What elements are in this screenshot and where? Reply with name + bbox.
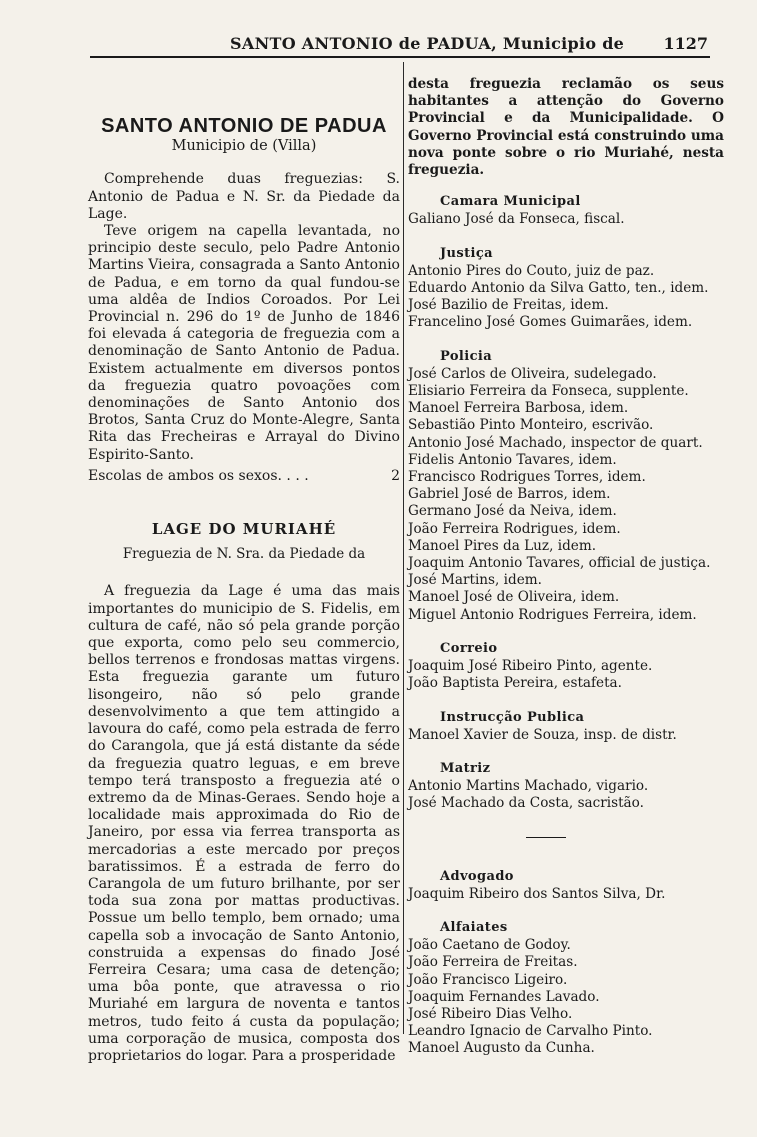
left-column — [88, 60, 400, 1065]
directory-entry: Leandro Ignacio de Carvalho Pinto. — [408, 1023, 653, 1040]
subsection-title: LAGE DO MURIAHÉ — [151, 520, 337, 539]
directory-entry: Joaquim Ribeiro dos Santos Silva, Dr. — [408, 885, 666, 902]
schools-count: 2 — [391, 467, 400, 484]
intro-paragraph: Comprehende duas freguezias: S. Antonio de Padua e N. Sr. da Piedade da Lage. — [88, 171, 400, 222]
schools-line — [88, 468, 400, 485]
schools-label: Escolas de ambos os sexos. . . . — [88, 467, 309, 484]
directory-entry: João Ferreira Rodrigues, idem. — [408, 520, 621, 537]
directory-entry: Manoel Ferreira Barbosa, idem. — [408, 400, 629, 417]
running-title: SANTO ANTONIO de PADUA, Municipio de — [230, 34, 625, 53]
page-number: 1127 — [663, 34, 708, 53]
directory-entry: João Ferreira de Freitas. — [408, 954, 578, 971]
running-header — [90, 30, 710, 58]
directory-entry: Francelino José Gomes Guimarães, idem. — [408, 314, 693, 331]
category-heading: Instrucção Publica — [440, 709, 585, 725]
directory-entry: Antonio Pires do Couto, juiz de paz. — [408, 262, 655, 279]
category-heading: Camara Municipal — [440, 194, 581, 210]
officials-directory — [408, 193, 724, 812]
directory-entry: José Carlos de Oliveira, sudelegado. — [408, 365, 657, 382]
directory-entry: Manoel Xavier de Souza, insp. de distr. — [408, 726, 677, 743]
directory-entry: Antonio José Machado, inspector de quart. — [408, 434, 703, 451]
directory-entry: José Bazilio de Freitas, idem. — [408, 297, 609, 314]
category-heading: Matriz — [440, 760, 491, 776]
directory-entry: Joaquim Fernandes Lavado. — [408, 988, 600, 1005]
lage-paragraph: A freguezia da Lage é uma das mais importantes do municipio de S. Fidelis, em cultura de café, não só pela grande porção que exporta, como pelo seu commercio, bellos terrenos e frondosas mattas virgens. Esta freguezia garante um futuro lisongeiro, não só pelo grande desenvolvimento a que tem attingido a lavoura do café, como pela estrada de ferro do Carangola, que já está distante da séde da freguezia quatro leguas, e em breve tempo terá transposto a freguezia até o extremo da de Minas-Geraes. Sendo hoje a localidade mais approximada do Rio de Janeiro, por essa via ferrea transporta as mercadorias a este mercado por preços baratissimos. É a estrada de ferro do Carangola de um futuro brilhante, por ser toda sua zona por mattas productivas. Possue um bello templo, bem ornado; uma capella sob a invocação de Santo Antonio, construida a expensas do finado José Ferreira Cesara; uma casa de detenção; uma bôa ponte, que atravessa o rio Muriahé em largura de noventa e tantos metros, tudo feito á custa da população; uma corporação de musica, composta dos proprietarios do logar. Para a prosperidade — [88, 583, 400, 1064]
category-heading: Justiça — [440, 245, 494, 261]
directory-entry: Francisco Rodrigues Torres, idem. — [408, 469, 646, 486]
directory-entry: José Ribeiro Dias Velho. — [408, 1005, 573, 1022]
directory-entry: Elisiario Ferreira da Fonseca, supplente. — [408, 383, 689, 400]
directory-entry: Joaquim José Ribeiro Pinto, agente. — [408, 658, 653, 675]
subsection-subtitle: Freguezia de N. Sra. da Piedade da — [122, 546, 366, 563]
directory-entry: Gabriel José de Barros, idem. — [408, 486, 611, 503]
continuation-paragraph: desta freguezia reclamão os seus habitantes a attenção do Governo Provincial e da Municipalidade. O Governo Provincial está construindo uma nova ponte sobre o rio Muriahé, nesta freguezia. — [408, 76, 724, 179]
directory-entry: Miguel Antonio Rodrigues Ferreira, idem. — [408, 606, 697, 623]
column-divider — [403, 62, 404, 1034]
directory-entry: Galiano José da Fonseca, fiscal. — [408, 211, 625, 228]
directory-entry: Manoel José de Oliveira, idem. — [408, 589, 620, 606]
directory-entry: João Francisco Ligeiro. — [408, 971, 568, 988]
directory-entry: Joaquim Antonio Tavares, official de justiça. — [408, 555, 711, 572]
directory-entry: Eduardo Antonio da Silva Gatto, ten., idem. — [408, 280, 709, 297]
category-heading: Advogado — [440, 868, 514, 884]
category-heading: Correio — [440, 640, 498, 656]
directory-entry: João Baptista Pereira, estafeta. — [408, 675, 622, 692]
category-heading: Alfaiates — [440, 919, 508, 935]
history-paragraph: Teve origem na capella levantada, no principio deste seculo, pelo Padre Antonio Martins Vieira, consagrada a Santo Antonio de Padua, e em torno da qual fundou-se uma aldêa de Indios Coroados. Por Lei Provincial n. 296 do 1º de Junho de 1846 foi elevada á categoria de freguezia com a denominação de Santo Antonio de Padua. Existem actualmente em diversos pontos da freguezia quatro povoações com denominações de Santo Antonio dos Brotos, Santa Cruz do Monte-Alegre, Santa Rita das Frecheiras e Arrayal do Divino Espirito-Santo. — [88, 223, 400, 463]
right-column — [408, 76, 724, 1058]
directory-entry: Antonio Martins Machado, vigario. — [408, 778, 649, 795]
directory-entry: José Machado da Costa, sacristão. — [408, 795, 644, 812]
directory-entry: Fidelis Antonio Tavares, idem. — [408, 451, 617, 468]
directory-entry: Manoel Pires da Luz, idem. — [408, 537, 597, 554]
directory-entry: José Martins, idem. — [408, 572, 542, 589]
category-heading: Policia — [440, 348, 493, 364]
professionals-directory — [408, 868, 724, 1058]
section-subtitle: Municipio de (Villa) — [171, 138, 317, 155]
section-title: SANTO ANTONIO DE PADUA — [101, 115, 387, 137]
directory-entry: Germano José da Neiva, idem. — [408, 503, 617, 520]
section-divider — [526, 837, 566, 838]
directory-entry: Manoel Augusto da Cunha. — [408, 1040, 595, 1057]
directory-entry: Sebastião Pinto Monteiro, escrivão. — [408, 417, 654, 434]
directory-entry: João Caetano de Godoy. — [408, 937, 571, 954]
